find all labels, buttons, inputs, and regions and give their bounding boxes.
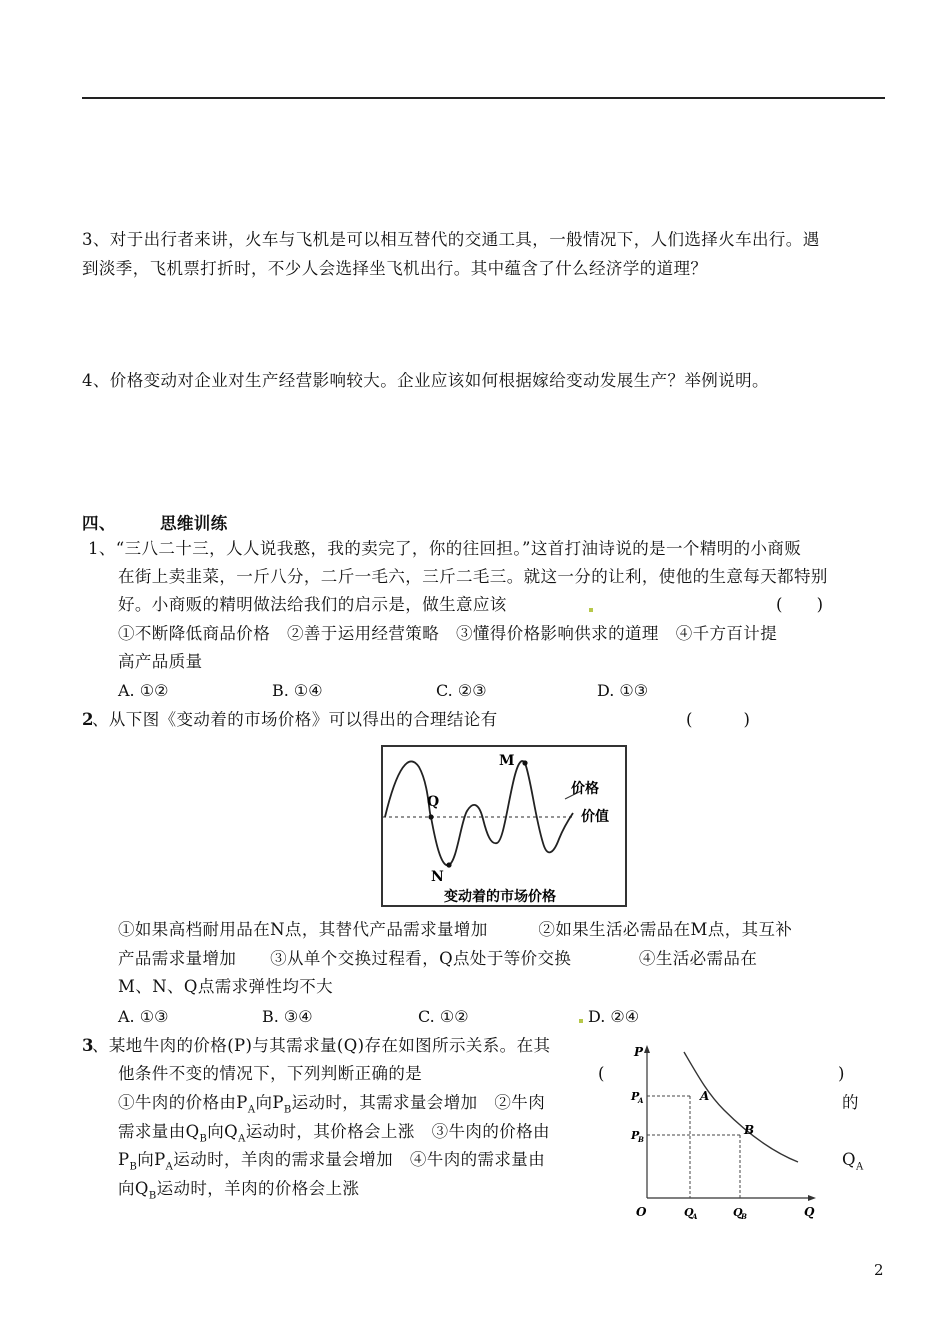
q2-choice-a: A. ①③	[118, 1007, 169, 1026]
q3-line4-b: 向Q	[207, 1122, 239, 1141]
q3-sub: A	[855, 1161, 864, 1173]
point-a-label: A	[700, 1089, 710, 1103]
q2-choice-b: B. ③④	[262, 1007, 313, 1026]
pa-label: P	[631, 1090, 640, 1103]
q3-line4-a: 需求量由Q	[118, 1122, 200, 1141]
q3-paren-open: (	[598, 1064, 605, 1083]
origin-label: O	[636, 1205, 647, 1219]
point-m-label: M	[499, 753, 515, 769]
q3-sub: A	[247, 1104, 256, 1116]
q2-number: 2	[82, 710, 94, 729]
q3-sub: A	[165, 1161, 174, 1173]
q3-line3	[118, 1095, 545, 1115]
q2-answer-paren: ( )	[686, 710, 751, 729]
qb-sub: B	[741, 1212, 747, 1221]
demand-curve-figure	[628, 1040, 828, 1222]
q3-line6	[118, 1181, 359, 1201]
q3-line5-c: 运动时，羊肉的需求量会增加 ④牛肉的需求量由	[173, 1150, 546, 1169]
qb-label: Q	[733, 1206, 743, 1219]
q3-line1: 、某地牛肉的价格(P)与其需求量(Q)存在如图所示关系。在其	[92, 1036, 551, 1055]
q3-line6-b: 运动时，羊肉的价格会上涨	[156, 1179, 360, 1198]
q1-choice-d: D. ①③	[597, 681, 649, 700]
pb-sub: B	[638, 1135, 644, 1144]
q3-line4-c: 运动时，其价格会上涨 ③牛肉的价格由	[245, 1122, 550, 1141]
top-rule	[82, 97, 885, 99]
pb-label: P	[631, 1129, 640, 1142]
pa-sub: A	[638, 1096, 644, 1105]
q3-paren-close: )	[838, 1064, 845, 1083]
label-value: 价值	[581, 809, 609, 825]
q1-options-line2: 高产品质量	[118, 652, 203, 671]
qa-label: Q	[684, 1206, 694, 1219]
q1-choice-b: B. ①④	[272, 681, 323, 700]
point-q-marker	[428, 814, 433, 819]
q3-line4	[118, 1124, 550, 1144]
q3-line3-a: ①牛肉的价格由P	[118, 1093, 248, 1112]
point-b-label: B	[744, 1123, 755, 1137]
scan-speck	[589, 608, 593, 612]
q3-sub: B	[129, 1161, 138, 1173]
q1-options-line1: ①不断降低商品价格 ②善于运用经营策略 ③懂得价格影响供求的道理 ④千方百计提	[118, 624, 778, 643]
price-curve	[385, 761, 573, 865]
point-q-label: Q	[427, 794, 440, 810]
q3-line3-b: 向P	[255, 1093, 284, 1112]
page-number: 2	[874, 1261, 884, 1279]
q1-line3: 好。小商贩的精明做法给我们的启示是，做生意应该	[118, 595, 507, 614]
q1-choice-a: A. ①②	[118, 681, 169, 700]
q3-line3-c: 运动时，其需求量会增加 ②牛肉	[291, 1093, 546, 1112]
q3-prev-line1: 3、对于出行者来讲，火车与飞机是可以相互替代的交通工具，一般情况下，人们选择火车出行。遇	[82, 230, 820, 249]
q3-line2: 他条件不变的情况下，下列判断正确的是	[118, 1064, 423, 1083]
q2-options-line1: ①如果高档耐用品在N点，其替代产品需求量增加 ②如果生活必需品在M点，其互补	[118, 920, 793, 939]
section-title: 思维训练	[160, 514, 228, 533]
q3-line5-tail	[842, 1152, 864, 1172]
q1-answer-paren: ( )	[776, 595, 824, 614]
q1-choice-c: C. ②③	[436, 681, 487, 700]
q2-options-line3: M、N、Q点需求弹性均不大	[118, 977, 334, 996]
scan-speck	[579, 1019, 583, 1023]
q3-sub: B	[199, 1133, 208, 1145]
point-n-marker	[446, 862, 451, 867]
q3-line3-tail: 的	[842, 1093, 859, 1112]
q3-line6-a: 向Q	[118, 1179, 149, 1198]
demand-curve	[684, 1052, 798, 1162]
q3-sub: A	[238, 1133, 246, 1145]
q4-prev-line1: 4、价格变动对企业对生产经营影响较大。企业应该如何根据嫁给变动发展生产？举例说明。	[82, 371, 769, 390]
q3-line5-tail-q: Q	[842, 1150, 856, 1169]
label-price: 价格	[571, 781, 599, 797]
qa-sub: A	[692, 1212, 698, 1221]
q1-line2: 在街上卖韭菜，一斤八分，二斤一毛六，三斤二毛三。就这一分的让利，使他的生意每天都特别	[118, 567, 828, 586]
y-axis-arrow	[644, 1045, 650, 1053]
q3-prev-line2: 到淡季，飞机票打折时，不少人会选择坐飞机出行。其中蕴含了什么经济学的道理？	[82, 259, 708, 278]
section-number: 四、	[82, 514, 116, 533]
q2-options-line2: 产品需求量增加 ③从单个交换过程看，Q点处于等价交换 ④生活必需品在	[118, 949, 758, 968]
market-price-figure	[381, 745, 627, 907]
q1-line1: 1、“三八二十三，人人说我憨，我的卖完了，你的往回担。”这首打油诗说的是一个精明的小商贩	[88, 539, 802, 558]
market-price-chart	[383, 747, 625, 905]
point-n-label: N	[431, 869, 444, 885]
q3-sub: B	[148, 1190, 157, 1202]
q3-line5	[118, 1152, 545, 1172]
axis-p-label: P	[634, 1045, 644, 1059]
q3-line5-b: 向P	[137, 1150, 166, 1169]
q3-number: 3	[82, 1036, 94, 1055]
q3-sub: B	[283, 1104, 292, 1116]
demand-curve-chart	[628, 1040, 828, 1222]
axis-q-label: Q	[804, 1205, 815, 1219]
point-m-marker	[522, 760, 527, 765]
x-axis-arrow	[808, 1195, 816, 1201]
q2-choice-c: C. ①②	[418, 1007, 469, 1026]
q2-choice-d: D. ②④	[588, 1007, 640, 1026]
figure-title: 变动着的市场价格	[444, 889, 556, 905]
q2-line1: 、从下图《变动着的市场价格》可以得出的合理结论有	[92, 710, 498, 729]
q3-line5-a: P	[118, 1150, 130, 1169]
